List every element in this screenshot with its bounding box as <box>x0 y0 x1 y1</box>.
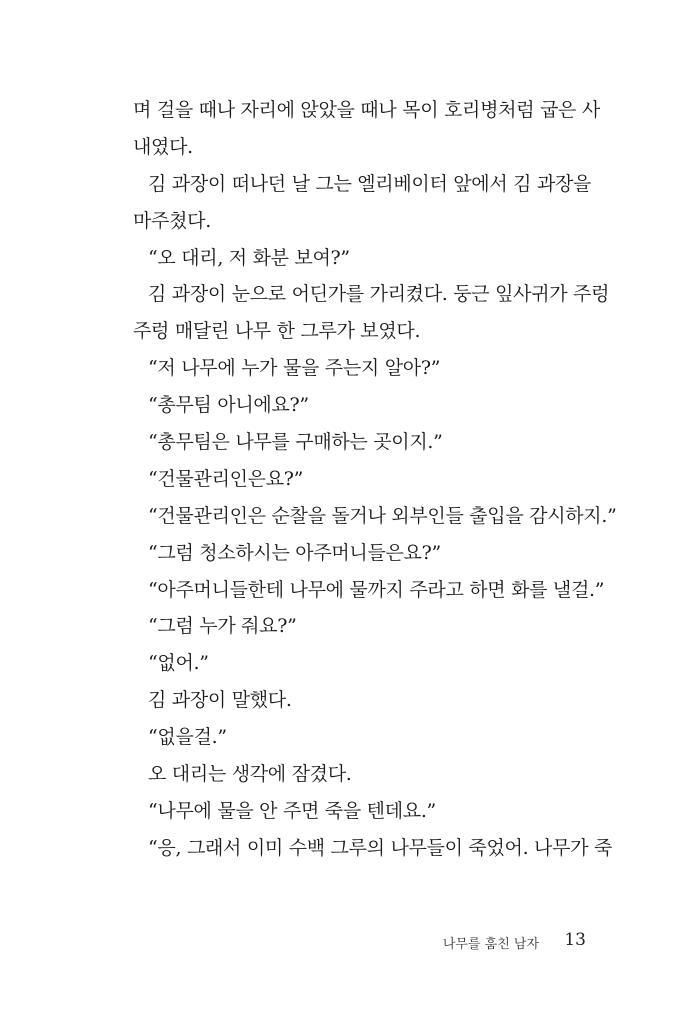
text-line: “건물관리인은 순찰을 돌거나 외부인들 출입을 감시하지.” <box>148 504 617 527</box>
text-line: 주렁 매달린 나무 한 그루가 보였다. <box>133 320 421 343</box>
page-number: 13 <box>564 930 586 950</box>
text-line: “오 대리, 저 화분 보여?” <box>148 246 350 269</box>
text-line: “나무에 물을 안 주면 죽을 텐데요.” <box>148 799 436 822</box>
text-line: “건물관리인은요?” <box>148 467 304 490</box>
text-line: 김 과장이 떠나던 날 그는 엘리베이터 앞에서 김 과장을 <box>148 172 592 195</box>
running-footer-title: 나무를 훔친 남자 <box>442 937 539 952</box>
text-line: 김 과장이 눈으로 어딘가를 가리켰다. 둥근 잎사귀가 주렁 <box>148 283 610 306</box>
text-line: “그럼 누가 줘요?” <box>148 615 297 638</box>
text-line: 김 과장이 말했다. <box>148 689 292 712</box>
text-line: 며 걸을 때나 자리에 앉았을 때나 목이 호리병처럼 굽은 사 <box>133 99 600 121</box>
text-line: 오 대리는 생각에 잠겼다. <box>148 763 352 786</box>
text-line: 내였다. <box>133 135 193 158</box>
page-footer <box>0 930 691 954</box>
text-line: “응, 그래서 이미 수백 그루의 나무들이 죽었어. 나무가 죽 <box>148 836 612 859</box>
text-line: “없어.” <box>148 652 209 675</box>
text-line: 마주쳤다. <box>133 209 211 232</box>
text-line: “없을걸.” <box>148 726 227 749</box>
text-line: “총무팀은 나무를 구매하는 곳이지.” <box>148 431 443 454</box>
body-text <box>133 92 617 867</box>
text-line: “그럼 청소하시는 아주머니들은요?” <box>148 541 441 564</box>
text-line: “저 나무에 누가 물을 주는지 알아?” <box>148 357 441 380</box>
text-line: “아주머니들한테 나무에 물까지 주라고 하면 화를 낼걸.” <box>148 578 605 601</box>
text-line: “총무팀 아니에요?” <box>148 394 309 417</box>
